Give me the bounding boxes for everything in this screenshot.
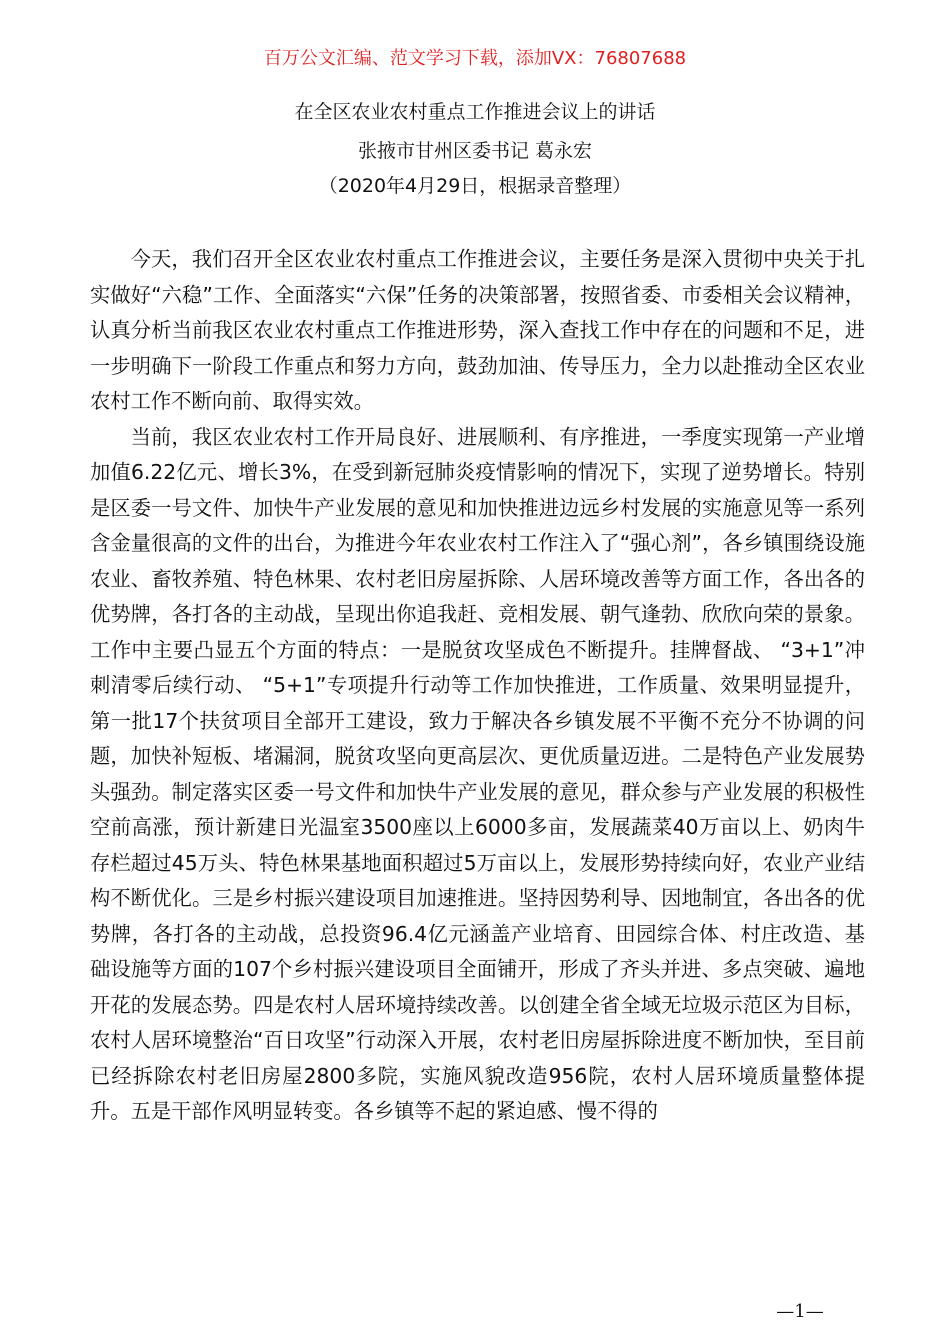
document-body bbox=[90, 242, 865, 1130]
document-title: 在全区农业农村重点工作推进会议上的讲话 bbox=[294, 101, 656, 123]
document-author: 张掖市甘州区委书记 葛永宏 bbox=[357, 140, 593, 162]
page-number: —1— bbox=[776, 1301, 824, 1322]
promo-banner: 百万公文汇编、范文学习下载，添加VX：76807688 bbox=[263, 48, 687, 69]
body-paragraph-2: 当前，我区农业农村工作开局良好、进展顺利、有序推进，一季度实现第一产业增加值6.22亿元、增长3%，在受到新冠肺炎疫情影响的情况下，实现了逆势增长。特别是区委一号文件、加快牛产业发展的意见和加快推进边远乡村发展的实施意见等一系列含金量很高的文件的出台，为推进今年农业农村工作注入了“强心剂”，各乡镇围绕设施农业、畜牧养殖、特色林果、农村老旧房屋拆除、人居环境改善等方面工作，各出各的优势牌，各打各的主动战，呈现出你追我赶、竞相发展、朝气逢勃、欣欣向荣的景象。工作中主要凸显五个方面的特点：一是脱贫攻坚成色不断提升。挂牌督战、 “3+1”冲刺清零后续行动、 “5+1”专项提升行动等工作加快推进，工作质量、效果明显提升，第一批17个扶贫项目全部开工建设，致力于解决各乡镇发展不平衡不充分不协调的问题，加快补短板、堵漏洞，脱贫攻坚向更高层次、更优质量迈进。二是特色产业发展势头强劲。制定落实区委一号文件和加快牛产业发展的意见，群众参与产业发展的积极性空前高涨，预计新建日光温室3500座以上6000多亩，发展蔬菜40万亩以上、奶肉牛存栏超过45万头、特色林果基地面积超过5万亩以上，发展形势持续向好，农业产业结构不断优化。三是乡村振兴建设项目加速推进。坚持因势利导、因地制宜，各出各的优势牌，各打各的主动战，总投资96.4亿元涵盖产业培育、田园综合体、村庄改造、基础设施等方面的107个乡村振兴建设项目全面铺开，形成了齐头并进、多点突破、遍地开花的发展态势。四是农村人居环境持续改善。以创建全省全域无垃圾示范区为目标，农村人居环境整治“百日攻坚”行动深入开展，农村老旧房屋拆除进度不断加快，至目前已经拆除农村老旧房屋2800多院，实施风貌改造956院，农村人居环境质量整体提升。五是干部作风明显转变。各乡镇等不起的紧迫感、慢不得的 bbox=[90, 424, 865, 1123]
document-date-note: （2020年4月29日，根据录音整理） bbox=[318, 175, 632, 197]
body-paragraph-1: 今天，我们召开全区农业农村重点工作推进会议，主要任务是深入贯彻中央关于扎实做好“六稳”工作、全面落实“六保”任务的决策部署，按照省委、市委相关会议精神，认真分析当前我区农业农村重点工作推进形势，深入查找工作中存在的问题和不足，进一步明确下一阶段工作重点和努力方向，鼓劲加油、传导压力，全力以赴推动全区农业农村工作不断向前、取得实效。 bbox=[90, 247, 865, 413]
